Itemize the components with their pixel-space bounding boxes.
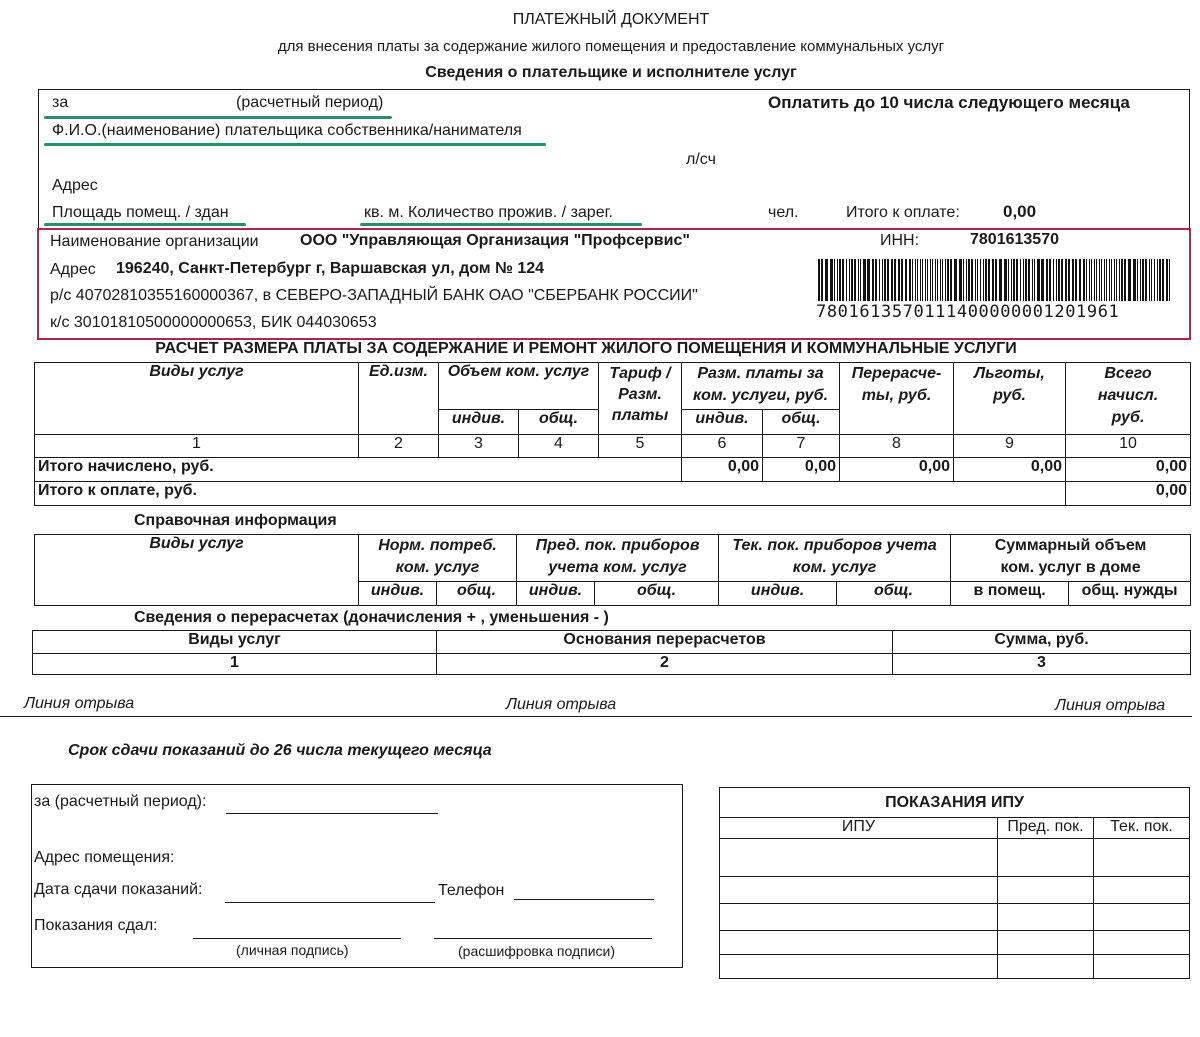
ref-h-sum-1: Суммарный объем — [994, 537, 1147, 554]
residents-unit: чел. — [768, 204, 799, 221]
calc-h-recalc-2: ты, руб. — [861, 387, 932, 404]
barcode-bar — [825, 259, 828, 301]
barcode-bar — [1111, 259, 1112, 301]
barcode-bar — [1124, 259, 1126, 301]
recalc-table — [32, 630, 1191, 675]
inn-label: ИНН: — [880, 232, 920, 249]
tear-label-center: Линия отрыва — [506, 696, 617, 713]
barcode-bar — [959, 259, 962, 301]
bank-account: р/с 40702810355160000367, в СЕВЕРО-ЗАПАДНЫЙ БАНК ОАО "СБЕРБАНК РОССИИ" — [50, 287, 698, 304]
barcode-bar — [917, 259, 918, 301]
calc-table — [34, 362, 1191, 506]
ref-h-prev-2: учета ком. услуг — [548, 559, 687, 576]
barcode-bar — [1099, 259, 1100, 301]
barcode-bar — [1091, 259, 1092, 301]
total-charged-label: Итого начислено, руб. — [35, 458, 682, 482]
readings-deadline: Срок сдачи показаний до 26 числа текущего месяца — [68, 742, 492, 759]
barcode-bar — [950, 259, 952, 301]
barcode-bar — [1089, 259, 1090, 301]
ref-h-norm-2: ком. услуг — [395, 559, 480, 576]
barcode-bar — [884, 259, 886, 301]
barcode-bar — [909, 259, 911, 301]
document-subtitle: для внесения платы за содержание жилого помещения и предоставление коммунальных услуг — [277, 38, 945, 55]
calc-h-volume: Объем ком. услуг — [439, 363, 599, 410]
ref-h-cur — [719, 535, 951, 582]
barcode-bar — [837, 259, 838, 301]
barcode-bar — [999, 259, 1002, 301]
barcode-bar — [1056, 259, 1057, 301]
barcode-bar — [954, 259, 957, 301]
ipu-prev-header: Пред. пок. — [998, 818, 1094, 839]
calc-h-vol-indiv: индив. — [439, 410, 519, 435]
barcode-bar — [1151, 259, 1152, 301]
recalc-h-services: Виды услуг — [33, 631, 437, 654]
barcode-bar — [927, 259, 928, 301]
calc-h-tariff-2: Разм. — [618, 386, 662, 403]
barcode-bar — [1154, 259, 1155, 301]
barcode-bar — [977, 259, 978, 301]
barcode-bar — [945, 259, 946, 301]
calc-h-amt-common: общ. — [763, 410, 840, 435]
barcode-bar — [1028, 259, 1030, 301]
org-name: ООО "Управляющая Организация "Профсервис" — [300, 232, 690, 249]
calc-h-total — [1066, 363, 1191, 435]
ref-h-prev-1: Пред. пок. приборов — [535, 537, 700, 554]
col-number: 10 — [1066, 435, 1191, 458]
corr-account: к/с 30101810500000000653, БИК 044030653 — [50, 314, 377, 331]
barcode-number: 7801613570111400000001201961 — [816, 302, 1120, 322]
recalc-h-sum: Сумма, руб. — [893, 631, 1191, 654]
barcode-bar — [1068, 259, 1070, 301]
barcode-bar — [968, 259, 970, 301]
calc-h-amount-1: Разм. платы за — [697, 365, 824, 382]
barcode-bar — [1072, 259, 1074, 301]
residents-label: Количество прожив. / зарег. — [408, 204, 613, 221]
ref-norm-common: общ. — [437, 582, 517, 606]
barcode-bar — [1013, 259, 1015, 301]
ref-h-services: Виды услуг — [35, 535, 359, 606]
barcode-bar — [971, 259, 973, 301]
fio-underline — [44, 143, 546, 146]
total-charged-amt-indiv: 0,00 — [682, 458, 763, 482]
barcode-bars — [818, 259, 1170, 301]
barcode-bar — [1049, 259, 1051, 301]
barcode-bar — [879, 259, 880, 301]
address-label: Адрес — [52, 177, 98, 194]
barcode-bar — [1004, 259, 1007, 301]
ipu-cell[interactable] — [1094, 839, 1190, 877]
barcode-bar — [1104, 259, 1105, 301]
barcode-bar — [966, 259, 967, 301]
barcode-bar — [1137, 259, 1138, 301]
calc-h-recalc-1: Перерасче- — [851, 365, 942, 382]
barcode-bar — [863, 259, 866, 301]
barcode-bar — [1101, 259, 1102, 301]
barcode-bar — [1037, 259, 1040, 301]
barcode-bar — [1065, 259, 1067, 301]
decode-label: (расшифровка подписи) — [458, 943, 616, 959]
ref-h-cur-2: ком. услуг — [792, 559, 877, 576]
barcode-bar — [985, 259, 987, 301]
col-number: 7 — [763, 435, 840, 458]
ipu-cell[interactable] — [998, 877, 1094, 904]
calc-h-amount — [682, 363, 840, 410]
barcode-bar — [1053, 259, 1054, 301]
ref-prev-indiv: индив. — [517, 582, 595, 606]
barcode-bar — [1159, 259, 1161, 301]
barcode-bar — [940, 259, 941, 301]
org-address: 196240, Санкт-Петербург г, Варшавская ул, дом № 124 — [116, 260, 545, 277]
org-name-label: Наименование организации — [50, 233, 259, 250]
readings-date-label: Дата сдачи показаний: — [34, 881, 203, 898]
barcode-bar — [894, 259, 896, 301]
residents-underline — [360, 223, 642, 226]
ipu-cell[interactable] — [720, 904, 998, 931]
ipu-table — [719, 787, 1190, 979]
barcode-bar — [887, 259, 889, 301]
calc-h-benefits-2: руб. — [993, 387, 1026, 404]
org-address-label: Адрес — [50, 261, 96, 278]
barcode-bar — [1020, 259, 1021, 301]
barcode-bar — [937, 259, 938, 301]
ref-title: Справочная информация — [134, 512, 337, 529]
barcode-bar — [882, 259, 883, 301]
ipu-cell[interactable] — [998, 839, 1094, 877]
ipu-cell[interactable] — [998, 931, 1094, 955]
readings-phone-label: Телефон — [438, 882, 505, 899]
calc-h-vol-common: общ. — [519, 410, 599, 435]
readings-address-label: Адрес помещения: — [34, 849, 175, 866]
ref-table — [34, 534, 1191, 606]
col-number: 5 — [599, 435, 682, 458]
calc-h-tariff-1: Тариф / — [609, 365, 671, 382]
tear-label-left: Линия отрыва — [24, 695, 135, 712]
signature-field-line[interactable] — [193, 938, 401, 939]
barcode-bar — [858, 259, 859, 301]
barcode-bar — [925, 259, 926, 301]
ipu-cur-header: Тек. пок. — [1094, 818, 1190, 839]
barcode-bar — [922, 259, 923, 301]
ipu-cell[interactable] — [720, 877, 998, 904]
period-underline — [44, 116, 392, 119]
area-unit: кв. м. — [364, 204, 404, 221]
barcode-bar — [1121, 259, 1123, 301]
barcode-bar — [1119, 259, 1120, 301]
barcode-bar — [898, 259, 900, 301]
calc-h-benefits — [954, 363, 1066, 435]
decode-field-line[interactable] — [434, 938, 652, 939]
ipu-cell[interactable] — [720, 955, 998, 979]
barcode-bar — [860, 259, 861, 301]
inn-value: 7801613570 — [970, 231, 1059, 248]
barcode-bar — [1128, 259, 1131, 301]
period-label: (расчетный период) — [236, 94, 384, 111]
barcode-bar — [1046, 259, 1048, 301]
barcode-bar — [915, 259, 916, 301]
ref-in-room: в помещ. — [951, 582, 1069, 606]
tear-line — [0, 716, 1192, 717]
barcode-bar — [1016, 259, 1018, 301]
barcode-bar — [830, 259, 833, 301]
area-underline — [44, 223, 246, 226]
barcode-bar — [834, 259, 835, 301]
total-charged-recalc: 0,00 — [840, 458, 954, 482]
barcode-bar — [920, 259, 921, 301]
barcode-bar — [849, 259, 850, 301]
barcode-bar — [932, 259, 933, 301]
barcode-bar — [1140, 259, 1141, 301]
ref-h-norm — [359, 535, 517, 582]
barcode-bar — [1133, 259, 1136, 301]
barcode-bar — [875, 259, 877, 301]
account-label: л/сч — [686, 151, 716, 168]
calc-h-total-2: начисл. — [1097, 387, 1159, 404]
ipu-cell[interactable] — [720, 839, 998, 877]
ref-cur-indiv: индив. — [719, 582, 837, 606]
ipu-cell[interactable] — [1094, 931, 1190, 955]
calc-title: РАСЧЕТ РАЗМЕРА ПЛАТЫ ЗА СОДЕРЖАНИЕ И РЕМОНТ ЖИЛОГО ПОМЕЩЕНИЯ И КОММУНАЛЬНЫЕ УСЛУГИ — [155, 340, 1017, 357]
barcode-bar — [1145, 259, 1147, 301]
barcode-bar — [1034, 259, 1035, 301]
barcode-bar — [901, 259, 903, 301]
barcode-bar — [867, 259, 870, 301]
ref-norm-indiv: индив. — [359, 582, 437, 606]
barcode-bar — [1169, 259, 1170, 301]
ipu-cell[interactable] — [720, 931, 998, 955]
barcode-bar — [905, 259, 907, 301]
document-title: ПЛАТЕЖНЫЙ ДОКУМЕНТ — [512, 11, 710, 28]
ref-prev-common: общ. — [595, 582, 719, 606]
total-pay-value: 0,00 — [1066, 482, 1191, 506]
barcode-bar — [963, 259, 964, 301]
total-charged-benefits: 0,00 — [954, 458, 1066, 482]
barcode-bar — [942, 259, 943, 301]
ipu-col-header: ИПУ — [720, 818, 998, 839]
tear-label-right: Линия отрыва — [1055, 697, 1166, 714]
col-number: 9 — [954, 435, 1066, 458]
barcode-bar — [988, 259, 990, 301]
recalc-n1: 1 — [33, 654, 437, 675]
readings-submitted-label: Показания сдал: — [34, 917, 158, 934]
period-prefix: за — [52, 94, 69, 111]
barcode-bar — [1083, 259, 1085, 301]
barcode-bar — [1106, 259, 1107, 301]
barcode-bar — [983, 259, 984, 301]
barcode-bar — [1116, 259, 1117, 301]
calc-h-recalc — [840, 363, 954, 435]
barcode-bar — [1162, 259, 1164, 301]
ipu-cell[interactable] — [1094, 955, 1190, 979]
calc-h-services: Виды услуг — [35, 363, 359, 435]
total-charged-total: 0,00 — [1066, 458, 1191, 482]
barcode-bar — [1011, 259, 1012, 301]
barcode-bar — [1032, 259, 1033, 301]
col-number: 8 — [840, 435, 954, 458]
fio-label: Ф.И.О.(наименование) плательщика собственника/нанимателя — [52, 122, 522, 139]
ipu-cell[interactable] — [1094, 904, 1190, 931]
ref-h-sum-2: ком. услуг в доме — [1000, 559, 1141, 576]
pay-until: Оплатить до 10 числа следующего месяца — [768, 93, 1130, 112]
barcode-bar — [854, 259, 856, 301]
total-label: Итого к оплате: — [846, 204, 960, 221]
barcode-bar — [821, 259, 823, 301]
barcode-bar — [1142, 259, 1144, 301]
barcode-bar — [1025, 259, 1027, 301]
ipu-cell[interactable] — [998, 955, 1094, 979]
ref-h-prev — [517, 535, 719, 582]
calc-h-tariff — [599, 363, 682, 435]
date-field-line[interactable] — [225, 902, 435, 903]
barcode-bar — [947, 259, 949, 301]
calc-h-amt-indiv: индив. — [682, 410, 763, 435]
recalc-n3: 3 — [893, 654, 1191, 675]
calc-h-unit: Ед.изм. — [359, 363, 439, 435]
barcode-bar — [839, 259, 841, 301]
barcode-bar — [975, 259, 976, 301]
col-number: 4 — [519, 435, 599, 458]
readings-period-label: за (расчетный период): — [34, 793, 207, 810]
recalc-title: Сведения о перерасчетах (доначисления + , уменьшения - ) — [134, 609, 609, 626]
total-pay-label: Итого к оплате, руб. — [35, 482, 1066, 506]
col-number: 6 — [682, 435, 763, 458]
barcode-bar — [1058, 259, 1060, 301]
calc-h-tariff-3: платы — [611, 407, 669, 424]
barcode-bar — [891, 259, 893, 301]
ref-h-sum — [951, 535, 1191, 582]
ref-h-cur-1: Тек. пок. приборов учета — [732, 537, 937, 554]
barcode-bar — [935, 259, 936, 301]
period-field-line[interactable] — [226, 813, 438, 814]
barcode-bar — [1109, 259, 1110, 301]
barcode-bar — [980, 259, 981, 301]
ipu-title: ПОКАЗАНИЯ ИПУ — [720, 788, 1190, 818]
total-value: 0,00 — [1003, 202, 1037, 221]
ref-h-norm-1: Норм. потреб. — [378, 537, 497, 554]
barcode-bar — [1166, 259, 1168, 301]
ipu-cell[interactable] — [998, 904, 1094, 931]
barcode-bar — [992, 259, 994, 301]
signature-label: (личная подпись) — [236, 942, 349, 958]
barcode-bar — [1075, 259, 1077, 301]
recalc-h-basis: Основания перерасчетов — [437, 631, 893, 654]
calc-h-total-3: руб. — [1111, 409, 1145, 426]
ipu-cell[interactable] — [1094, 877, 1190, 904]
barcode-bar — [1023, 259, 1024, 301]
barcode-bar — [1086, 259, 1087, 301]
barcode-bar — [1149, 259, 1150, 301]
readings-form — [31, 784, 683, 968]
total-charged-amt-common: 0,00 — [763, 458, 840, 482]
recalc-n2: 2 — [437, 654, 893, 675]
ref-cur-common: общ. — [837, 582, 951, 606]
barcode-bar — [1094, 259, 1095, 301]
barcode-bar — [912, 259, 913, 301]
col-number: 1 — [35, 435, 359, 458]
ref-common-needs: общ. нужды — [1069, 582, 1191, 606]
barcode-bar — [1041, 259, 1044, 301]
barcode-bar — [1008, 259, 1009, 301]
barcode-bar — [872, 259, 874, 301]
barcode-bar — [1157, 259, 1158, 301]
calc-h-total-1: Всего — [1104, 365, 1152, 382]
col-number: 2 — [359, 435, 439, 458]
barcode-bar — [851, 259, 853, 301]
col-number: 3 — [439, 435, 519, 458]
barcode-bar — [1061, 259, 1063, 301]
barcode — [818, 259, 1170, 301]
calc-h-benefits-1: Льготы, — [974, 365, 1045, 382]
barcode-bar — [995, 259, 997, 301]
barcode-bar — [1096, 259, 1097, 301]
barcode-bar — [846, 259, 847, 301]
barcode-bar — [1079, 259, 1081, 301]
barcode-bar — [930, 259, 931, 301]
barcode-bar — [1114, 259, 1115, 301]
barcode-bar — [818, 259, 820, 301]
barcode-bar — [842, 259, 844, 301]
section-title: Сведения о плательщике и исполнителе услуг — [425, 64, 797, 81]
phone-field-line[interactable] — [514, 899, 654, 900]
area-label: Площадь помещ. / здан — [52, 204, 229, 221]
calc-h-amount-2: ком. услуги, руб. — [692, 387, 829, 404]
